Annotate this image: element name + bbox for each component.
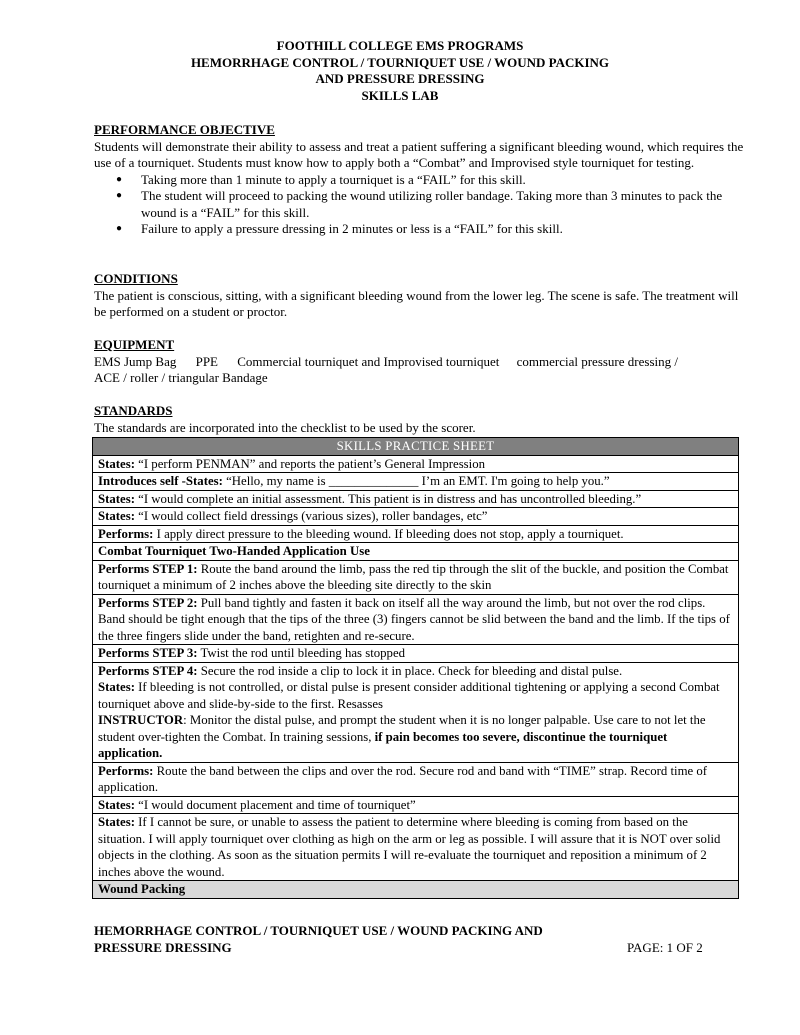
footer-title-line-2: PRESSURE DRESSING [94, 940, 232, 955]
equipment-heading: EQUIPMENT [94, 337, 175, 352]
row-text: Secure the rod inside a clip to lock it in place. Check for bleeding and distal pulse. [197, 663, 623, 678]
skills-practice-sheet [92, 437, 739, 899]
table-row [93, 543, 739, 561]
document-title [0, 38, 800, 104]
row-label: Performs: [98, 526, 154, 541]
objective-bullet: ● Failure to apply a pressure dressing in 2 minutes or less is a “FAIL” for this skill. [94, 221, 744, 238]
table-row [93, 473, 739, 491]
table-row [93, 525, 739, 543]
conditions-heading: CONDITIONS [94, 271, 178, 286]
row-text: Route the band around the limb, pass the red tip through the slit of the buckle, and position the Combat tourniquet a minimum of 2 inches above the bleeding site directly to the skin [98, 561, 729, 592]
row-text: “Hello, my name is ______________ I’m an EMT. I'm going to help you.” [222, 474, 610, 488]
conditions-section [94, 271, 744, 321]
page-number: PAGE: 1 OF 2 [627, 940, 703, 955]
title-line-1: FOOTHILL COLLEGE EMS PROGRAMS [276, 38, 524, 53]
performance-objective-heading: PERFORMANCE OBJECTIVE [94, 122, 275, 137]
performance-objective-section [94, 122, 744, 238]
table-row [93, 438, 739, 456]
row-text: I apply direct pressure to the bleeding wound. If bleeding does not stop, apply a tourniquet. [153, 526, 624, 541]
standards-section [94, 403, 744, 436]
row-text: “I would complete an initial assessment. This patient is in distress and has uncontrolled bleeding.” [134, 491, 642, 506]
subsection-title: Wound Packing [98, 882, 186, 896]
instructor-label: INSTRUCTOR [98, 713, 184, 727]
row-text: : Monitor the distal pulse, and prompt the student when it is no longer palpable. Use care to not let the student over-tighten the Combat. In training sessions, [98, 713, 706, 744]
row-label: Performs STEP 3: [98, 646, 198, 660]
equipment-item: PPE [195, 353, 218, 369]
row-text: If I cannot be sure, or unable to assess the patient to determine where bleeding is coming from based on the situation. I will apply tourniquet over clothing as high on the arm or leg as possible. I will assure that it is NOT over solid objects in the clothing. As soon as the situation permits I will re-evaluate the tourniquet and reposition a minimum of 2 inches above the wound. [98, 815, 721, 879]
table-row [93, 796, 739, 814]
performance-objective-text: Students will demonstrate their ability to assess and treat a patient suffering a significant bleeding wound, which requires the use of a tourniquet. Students must know how to apply both a “Combat” and Improvised style tourniquet for testing. [94, 138, 744, 170]
sheet-header: SKILLS PRACTICE SHEET [93, 438, 739, 456]
row-label: Performs: [98, 763, 154, 778]
objective-bullet: ● The student will proceed to packing the wound utilizing roller bandage. Taking more than 3 minutes to pack the wound is a “FAIL” for this skill. [94, 188, 744, 221]
equipment-list [94, 354, 744, 371]
row-label: Introduces self -States: [98, 474, 223, 488]
table-row [93, 508, 739, 526]
row-text: If bleeding is not controlled, or distal pulse is present consider additional tightening or applying a second Combat tourniquet above and slide-by-side to the first. Resasses [98, 680, 720, 711]
row-text: “I would document placement and time of tourniquet” [134, 797, 416, 812]
objective-bullet: ● Taking more than 1 minute to apply a tourniquet is a “FAIL” for this skill. [94, 172, 744, 189]
row-label: States: [98, 509, 135, 523]
subsection-title: Combat Tourniquet Two-Handed Application Use [98, 544, 370, 558]
row-text: Pull band tightly and fasten it back on itself all the way around the limb, but not over the rod clips. Band should be tight enough that the tips of the three (3) fingers cannot be slid between the band and the limb. If the tips of the three fingers slide under the band, retighten and re-secure. [98, 595, 730, 643]
row-label: States: [98, 815, 135, 829]
table-row [93, 560, 739, 594]
conditions-text: The patient is conscious, sitting, with a significant bleeding wound from the lower leg. The scene is safe. The treatment will be performed on a student or proctor. [94, 287, 739, 319]
table-row [93, 762, 739, 796]
row-text: “I would collect field dressings (various sizes), roller bandages, etc” [134, 509, 488, 523]
title-line-2: HEMORRHAGE CONTROL / TOURNIQUET USE / WOUND PACKING [190, 54, 610, 70]
row-label: States: [98, 680, 135, 694]
equipment-list-line-2: ACE / roller / triangular Bandage [94, 370, 268, 385]
equipment-item: Commercial tourniquet and Improvised tourniquet [237, 353, 500, 369]
title-line-3: AND PRESSURE DRESSING [315, 71, 485, 86]
row-text: “I perform PENMAN” and reports the patient’s General Impression [134, 456, 486, 471]
table-row [93, 662, 739, 762]
table-row [93, 645, 739, 663]
row-label: States: [98, 456, 135, 471]
table-row [93, 455, 739, 473]
row-label: Performs STEP 2: [98, 595, 198, 610]
performance-objective-bullets [94, 172, 744, 238]
row-text: Twist the rod until bleeding has stopped [197, 646, 406, 660]
equipment-section [94, 337, 744, 387]
table-row [93, 594, 739, 645]
row-label: Performs STEP 1: [98, 561, 198, 576]
equipment-item: commercial pressure dressing / [516, 353, 678, 369]
row-label: States: [98, 491, 135, 506]
table-row [93, 814, 739, 881]
standards-text: The standards are incorporated into the checklist to be used by the scorer. [94, 419, 476, 435]
row-text: Route the band between the clips and over the rod. Secure rod and band with “TIME” strap. Record time of application. [98, 763, 708, 794]
table-row [93, 881, 739, 899]
title-line-4: SKILLS LAB [361, 87, 439, 103]
footer-title-line-1: HEMORRHAGE CONTROL / TOURNIQUET USE / WOUND PACKING AND [94, 923, 543, 938]
row-label: States: [98, 797, 135, 812]
equipment-item: EMS Jump Bag [94, 353, 177, 369]
table-row [93, 490, 739, 508]
row-label: Performs STEP 4: [98, 663, 198, 678]
instructor-warning: if pain becomes too severe, discontinue the tourniquet application. [98, 729, 668, 760]
standards-heading: STANDARDS [94, 403, 173, 418]
